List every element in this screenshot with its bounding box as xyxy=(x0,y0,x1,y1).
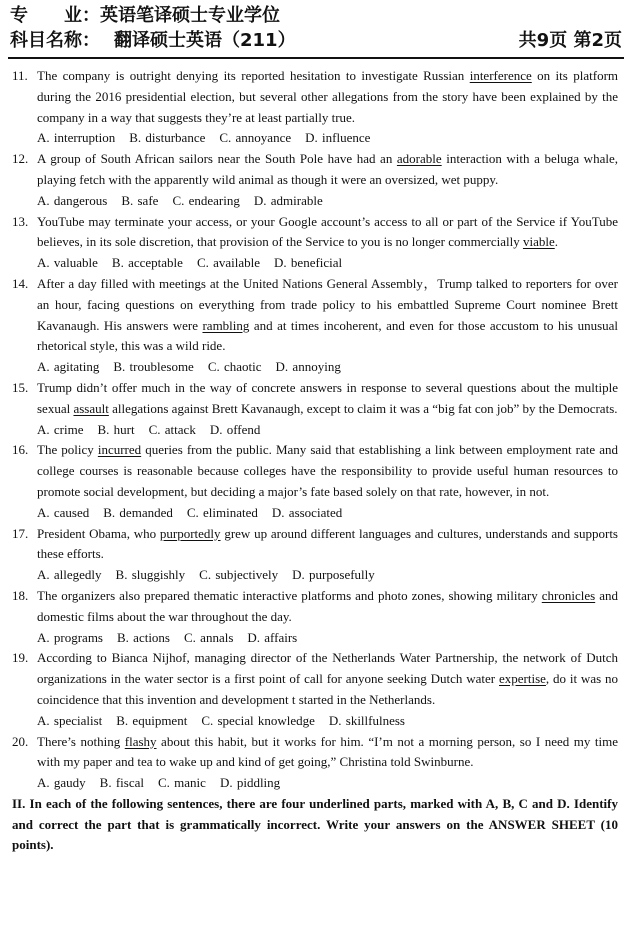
question-number: 13. xyxy=(12,213,29,229)
option-c: C. available xyxy=(196,255,261,271)
option-d: D. offend xyxy=(209,421,261,437)
section-ii-instructions: II. In each of the following sentences, there are four underlined parts, marked with A, B, C and D. Identify and correct the part that is grammatically incorrect. Write your answers on the ANSWER SHEET (10 points). xyxy=(12,795,618,853)
option-a: A. interruption xyxy=(37,130,116,146)
question-number: 18. xyxy=(12,587,29,603)
option-c: C. annoyance xyxy=(219,130,292,146)
option-c: C. chaotic xyxy=(207,359,262,375)
options xyxy=(37,420,618,441)
option-d: D. piddling xyxy=(219,775,281,791)
options xyxy=(37,503,618,524)
underlined-word: rambling xyxy=(202,317,250,333)
options xyxy=(37,711,618,732)
options xyxy=(37,357,618,378)
option-b: B. disturbance xyxy=(129,130,206,146)
question-number: 19. xyxy=(12,650,29,666)
question-17 xyxy=(12,524,618,586)
option-a: A. caused xyxy=(37,504,90,520)
question-list xyxy=(12,66,618,856)
option-a: A. programs xyxy=(37,629,103,645)
option-a: A. dangerous xyxy=(37,192,108,208)
question-text-rest: allegations against Brett Kavanaugh, except to claim it was a “big fat con job” by the Democrats. xyxy=(108,400,618,416)
question-text: YouTube may terminate your access, or your Google account’s access to all or part of the Service if YouTube believes, in its sole discretion, that provision of the Service to you is no longer commercially xyxy=(37,213,618,250)
question-number: 17. xyxy=(12,525,29,541)
question-text-rest: about this habit, but it works for him. “I’m not a morning person, so I need my time with my paper and tea to wake up and kind of get going,” Christina told Swinburne. xyxy=(37,733,618,770)
question-11 xyxy=(12,66,618,149)
option-b: B. demanded xyxy=(103,504,173,520)
question-text-rest: and domestic films about the war throughout the day. xyxy=(37,587,618,624)
question-number: 20. xyxy=(12,733,29,749)
option-d: D. associated xyxy=(271,504,343,520)
options xyxy=(37,191,618,212)
option-b: B. fiscal xyxy=(99,775,144,791)
question-16 xyxy=(12,440,618,523)
option-b: B. safe xyxy=(121,192,159,208)
options xyxy=(37,253,618,274)
underlined-word: flashy xyxy=(124,733,157,749)
question-number: 12. xyxy=(12,151,29,167)
question-text-rest: and at times incoherent, and even for those accustom to his unusual rhetorical style, this was a wild ride. xyxy=(37,317,619,354)
question-14 xyxy=(12,274,618,378)
option-a: A. allegedly xyxy=(37,567,102,583)
option-b: B. troublesome xyxy=(113,359,194,375)
question-text-rest: interaction with a beluga whale, playing fetch with the apparently wild animal as though it were an oversized, wet puppy. xyxy=(37,151,618,187)
question-text-rest: queries from the public. Many said that establishing a link between employment rate and college courses is reasonable because colleges have the responsibility to provide useful human resources to promote social development, but deciding a major’s fate based solely on that rate, however, in not. xyxy=(37,442,618,499)
option-b: B. hurt xyxy=(97,421,135,437)
question-20 xyxy=(12,732,618,794)
question-text: After a day filled with meetings at the United Nations General Assembly，Trump talked to reporters for over an hour, facing questions on everything from trade policy to his embattled Supreme Court nominee Brett Kavanaugh. His answers were xyxy=(37,275,618,333)
underlined-word: incurred xyxy=(97,442,142,458)
options xyxy=(37,773,618,794)
underlined-word: assault xyxy=(73,400,109,416)
option-d: D. admirable xyxy=(253,192,323,208)
page-info: 共9页 第2页 xyxy=(518,30,622,51)
header-major-line xyxy=(10,5,622,27)
options xyxy=(37,565,618,586)
question-15 xyxy=(12,378,618,440)
header-subject-line xyxy=(10,30,622,52)
option-a: A. specialist xyxy=(37,712,103,728)
option-c: C. manic xyxy=(158,775,206,791)
question-text-rest: on its platform during the 2016 presidential election, but several other allegations from the story have been explained by the company in a way that suggests they’re at least partially true. xyxy=(37,68,619,125)
option-b: B. equipment xyxy=(116,712,188,728)
option-d: D. skillfulness xyxy=(328,712,405,728)
option-b: B. actions xyxy=(117,629,170,645)
option-b: B. sluggishly xyxy=(115,567,186,583)
underlined-word: purportedly xyxy=(159,525,221,541)
major-label: 专 业： xyxy=(10,5,100,26)
question-text: The company is outright denying its reported hesitation to investigate Russian xyxy=(37,68,470,83)
question-19 xyxy=(12,648,618,731)
option-a: A. agitating xyxy=(37,359,100,375)
options xyxy=(37,128,618,149)
question-text-rest: . xyxy=(554,234,558,250)
option-c: C. endearing xyxy=(172,192,240,208)
underlined-word: expertise xyxy=(499,671,546,687)
option-c: C. attack xyxy=(148,421,196,437)
question-text: A group of South African sailors near the South Pole have had an xyxy=(37,151,397,167)
option-c: C. special knowledge xyxy=(201,712,315,728)
question-number: 15. xyxy=(12,379,29,395)
question-number: 11. xyxy=(12,68,28,83)
question-text: The policy xyxy=(37,442,98,458)
subject-label: 科目名称： xyxy=(10,30,100,51)
subject-value: 翻译硕士英语（211） xyxy=(114,30,296,51)
question-text-rest: , do it was no coincidence that this invention and development t started in the Netherlands. xyxy=(37,671,618,707)
option-b: B. acceptable xyxy=(111,255,183,271)
option-d: D. affairs xyxy=(247,629,298,645)
question-text: Trump didn’t offer much in the way of concrete answers in response to several questions about the multiple sexual xyxy=(37,379,618,416)
option-c: C. eliminated xyxy=(186,504,258,520)
question-text: There’s nothing xyxy=(37,733,125,749)
question-number: 14. xyxy=(12,275,29,291)
question-text: According to Bianca Nijhof, managing director of the Netherlands Water Partnership, the network of Dutch organizations in the water sector is a first point of call for anyone seeking Dutch water xyxy=(37,650,618,687)
question-18 xyxy=(12,586,618,648)
option-a: A. valuable xyxy=(37,255,98,271)
question-number: 16. xyxy=(12,442,29,458)
underlined-word: chronicles xyxy=(541,587,596,603)
option-a: A. crime xyxy=(37,421,84,437)
option-a: A. gaudy xyxy=(37,775,86,791)
underlined-word: adorable xyxy=(396,151,442,167)
header-rule xyxy=(8,57,624,59)
option-d: D. annoying xyxy=(275,359,341,375)
question-text: President Obama, who xyxy=(37,525,160,541)
option-d: D. beneficial xyxy=(274,255,343,271)
major-value: 英语笔译硕士专业学位 xyxy=(100,5,280,26)
question-text-rest: grew up around different languages and cultures, understands and supports these efforts. xyxy=(37,525,618,562)
question-12 xyxy=(12,149,618,211)
underlined-word: interference xyxy=(469,68,532,83)
option-c: C. subjectively xyxy=(199,567,279,583)
options xyxy=(37,628,618,649)
question-text: The organizers also prepared thematic interactive platforms and photo zones, showing military xyxy=(37,587,542,603)
option-d: D. purposefully xyxy=(292,567,375,583)
option-d: D. influence xyxy=(305,130,371,146)
question-13 xyxy=(12,212,618,274)
underlined-word: viable xyxy=(522,234,555,250)
option-c: C. annals xyxy=(184,629,234,645)
